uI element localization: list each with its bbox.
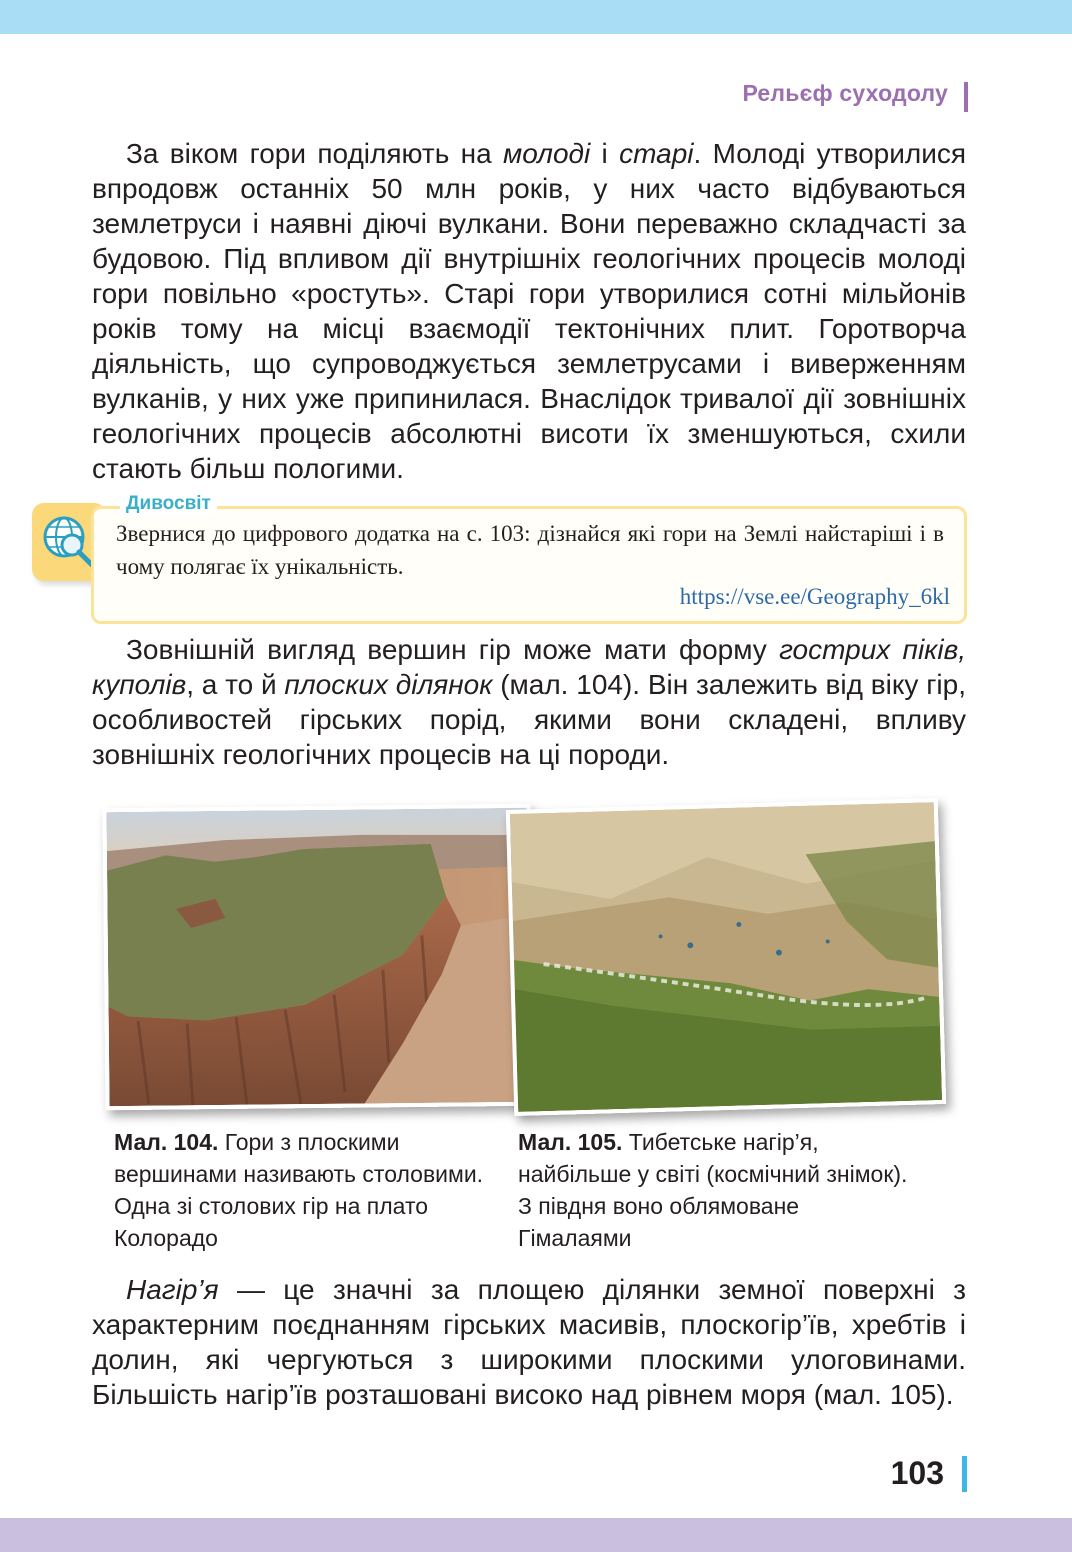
bottom-color-band — [0, 1518, 1072, 1552]
dyvosvit-text: Звернися до цифрового додатка на с. 103: дізнайся які гори на Землі найстаріші і в чому полягає їх унікальність. — [116, 521, 944, 579]
text-run: . Молоді утворилися впродовж останніх 50 млн років, у них часто відбуваються землетруси і наявні діючі вулкани. Вони переважно складчасті за будовою. Під впливом дії внутрішніх геологічних процесів молоді гори повільно «ростуть». Старі гори утворилися сотні мільйонів років тому на місці взаємодії тектонічних плит. Горотворча діяльність, що супроводжується землетрусами і виверженням вулканів, у них уже припинилася. Внаслідок тривалої дії зовнішніх геологічних процесів абсолютні висоти їх зменшуються, схили стають більш пологими. — [92, 138, 966, 484]
figure-caption-text: Гори з плоскими вершинами називають столовими. Одна зі столових гір на плато Колорадо — [114, 1129, 484, 1251]
mesa-image — [106, 808, 529, 1106]
text-run: — це значні за площею ділянки земної поверхні з характерним поєднанням гірських масивів, плоскогір’їв, хребтів і долин, які чергуються з широкими плоскими улоговинами. Більшість нагір’їв розташовані високо над рівнем моря (мал. 105). — [92, 1274, 966, 1410]
paragraph-highlands — [92, 1272, 966, 1412]
page-number: 103 — [890, 1455, 944, 1491]
text-run: За віком гори поділяють на — [126, 138, 503, 169]
term-peaks-domes: гострих піків, куполів — [92, 634, 966, 700]
text-run: (мал. 104). Він залежить від віку гір, особливостей гірських порід, якими вони складені, впливу зовнішніх геологічних процесів на ці породи. — [92, 669, 966, 770]
figure-105-caption — [518, 1126, 918, 1254]
photo-colorado-mesa — [102, 804, 533, 1110]
globe-magnifier-icon — [40, 513, 98, 571]
figure-caption-text: Тибетське нагір’я, найбільше у світі (космічний знімок). З півдня воно облямоване Гімалаями — [518, 1129, 908, 1251]
term-old: старі — [619, 138, 694, 169]
text-run: і — [590, 138, 620, 169]
page-number-bar — [962, 1456, 967, 1492]
paragraph-summit-shapes — [92, 632, 966, 772]
term-young: молоді — [503, 138, 591, 169]
figure-label: Мал. 105. — [518, 1129, 623, 1155]
running-head-bar — [964, 82, 968, 112]
term-flat-areas: плоских ділянок — [284, 669, 493, 700]
dyvosvit-title: Дивосвіт — [120, 493, 217, 515]
running-head-title: Рельєф суходолу — [742, 80, 948, 106]
digital-supplement-link[interactable]: https://vse.ee/Geography_6kl — [679, 584, 950, 609]
text-run: Зовнішній вигляд вершин гір може мати форму — [126, 634, 780, 665]
figure-104-caption — [114, 1126, 494, 1254]
paragraph-mountain-age — [92, 136, 966, 486]
top-color-band — [0, 0, 1072, 34]
figure-label: Мал. 104. — [114, 1129, 219, 1155]
tibet-satellite-image — [510, 802, 942, 1112]
photo-tibetan-plateau — [506, 798, 946, 1116]
text-run: , а то й — [186, 669, 285, 700]
term-highland: Нагір’я — [126, 1274, 219, 1305]
